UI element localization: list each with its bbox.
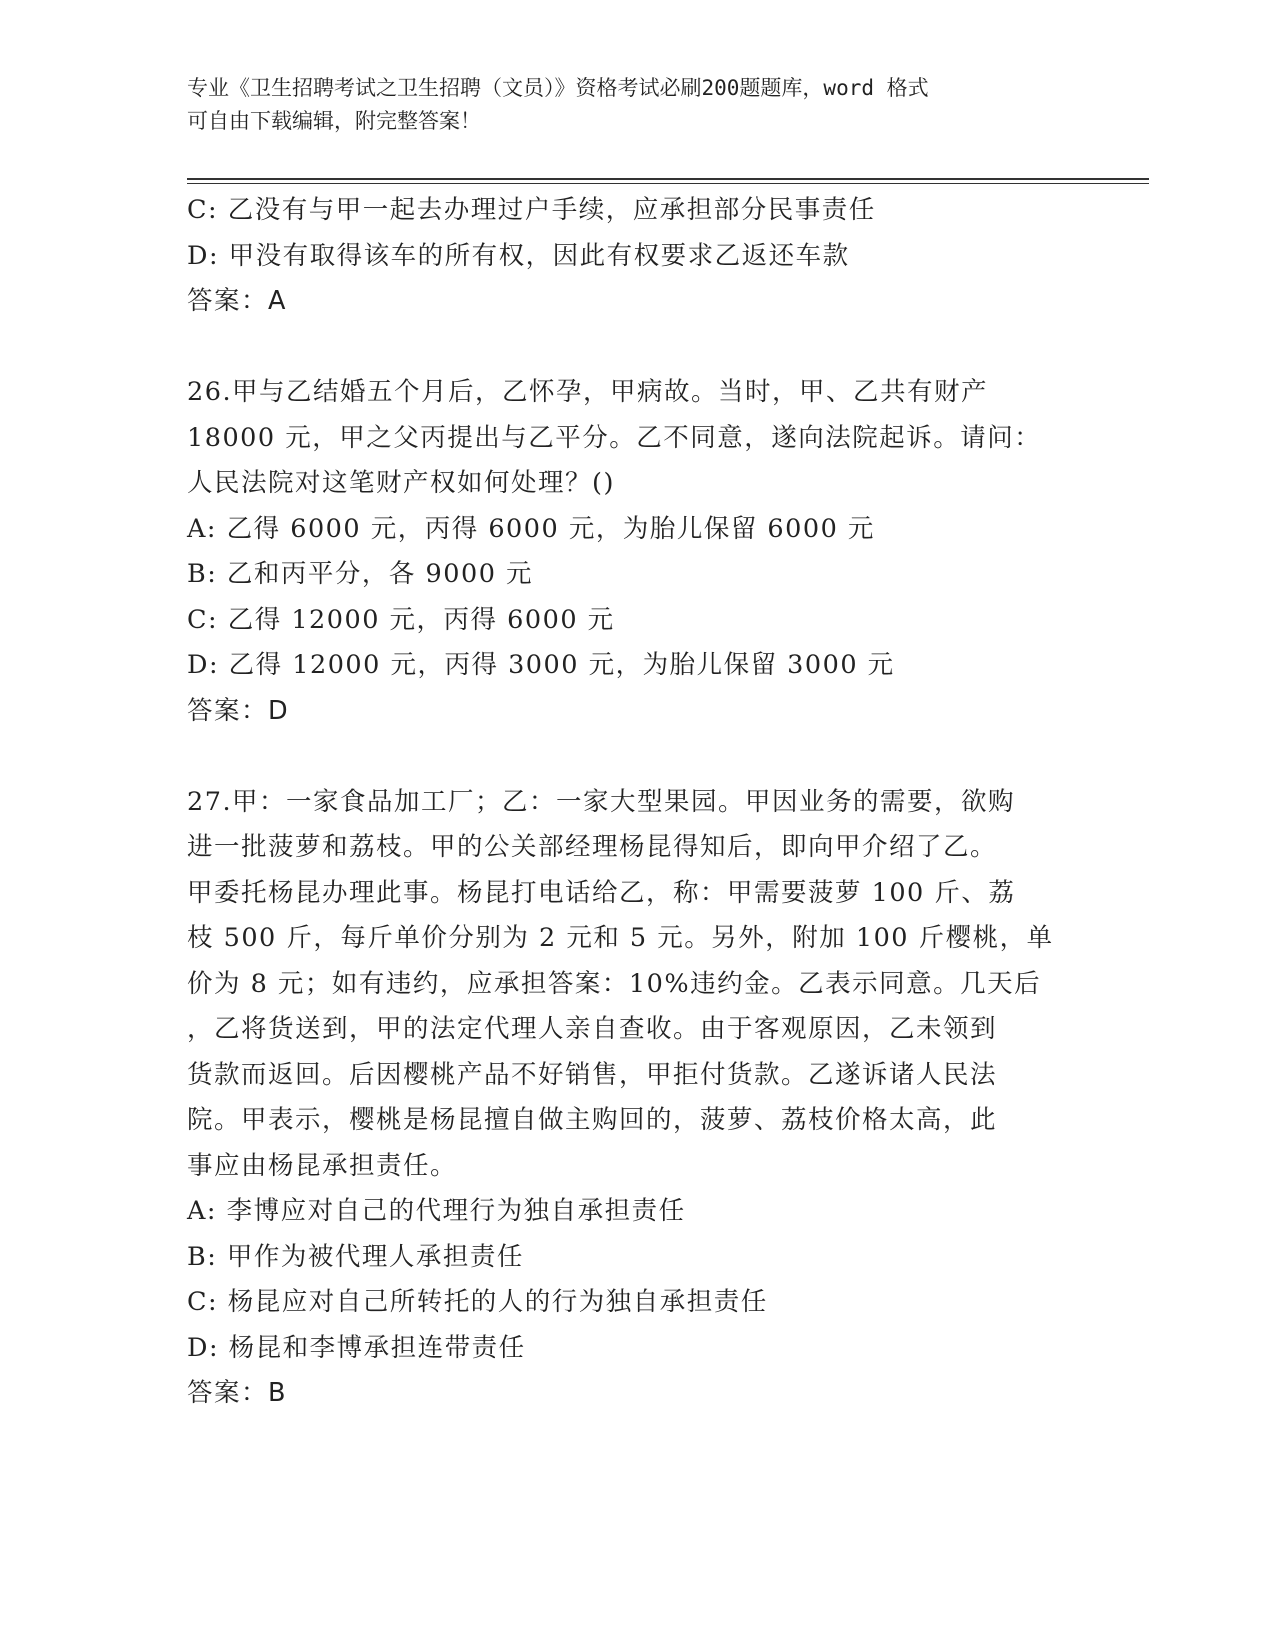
spacer bbox=[187, 734, 1087, 780]
question-stem-line: 院。甲表示，樱桃是杨昆擅自做主购回的，菠萝、荔枝价格太高，此 bbox=[187, 1105, 998, 1135]
question-stem-line: 甲委托杨昆办理此事。杨昆打电话给乙，称：甲需要菠萝 100 斤、荔 bbox=[187, 877, 1016, 908]
option-d: D: 甲没有取得该车的所有权，因此有权要求乙返还车款 bbox=[187, 240, 850, 271]
spacer bbox=[187, 325, 1087, 371]
question-stem-line: 人民法院对这笔财产权如何处理？() bbox=[187, 468, 615, 498]
question-stem-line: 事应由杨昆承担责任。 bbox=[187, 1150, 458, 1181]
header-line-2: 可自由下载编辑，附完整答案！ bbox=[187, 109, 481, 133]
option-c: C: 杨昆应对自己所转托的人的行为独自承担责任 bbox=[187, 1287, 768, 1317]
option-b: B: 甲作为被代理人承担责任 bbox=[187, 1241, 524, 1272]
answer: 答案：D bbox=[187, 695, 290, 726]
option-c: C: 乙得 12000 元，丙得 6000 元 bbox=[187, 604, 615, 635]
option-d: D: 杨昆和李博承担连带责任 bbox=[187, 1332, 526, 1363]
question-stem-line: 27.甲：一家食品加工厂；乙：一家大型果园。甲因业务的需要，欲购 bbox=[187, 786, 1016, 817]
document-body bbox=[187, 188, 1087, 1417]
answer: 答案：B bbox=[187, 1378, 287, 1408]
option-d: D: 乙得 12000 元，丙得 3000 元，为胎儿保留 3000 元 bbox=[187, 650, 895, 680]
question-stem-line: 货款而返回。后因樱桃产品不好销售，甲拒付货款。乙遂诉诸人民法 bbox=[187, 1059, 998, 1090]
option-a: A: 李博应对自己的代理行为独自承担责任 bbox=[187, 1196, 686, 1226]
question-stem-line: 价为 8 元；如有违约，应承担答案：10%违约金。乙表示同意。几天后 bbox=[187, 968, 1042, 999]
question-26 bbox=[187, 370, 1087, 734]
header-rule-thin bbox=[187, 183, 1149, 184]
question-stem-line: 18000 元，甲之父丙提出与乙平分。乙不同意，遂向法院起诉。请问： bbox=[187, 422, 1042, 453]
question-stem-line: 26.甲与乙结婚五个月后，乙怀孕，甲病故。当时，甲、乙共有财产 bbox=[187, 377, 989, 407]
header-rule-thick bbox=[187, 178, 1149, 180]
question-stem-line: 进一批菠萝和荔枝。甲的公关部经理杨昆得知后，即向甲介绍了乙。 bbox=[187, 832, 998, 862]
option-a: A: 乙得 6000 元，丙得 6000 元，为胎儿保留 6000 元 bbox=[187, 513, 875, 544]
prev-question bbox=[187, 188, 1087, 325]
question-stem-line: 枝 500 斤，每斤单价分别为 2 元和 5 元。另外，附加 100 斤樱桃，单 bbox=[187, 923, 1054, 953]
option-b: B: 乙和丙平分，各 9000 元 bbox=[187, 559, 534, 589]
document-header bbox=[187, 72, 1067, 138]
question-27 bbox=[187, 780, 1087, 1417]
question-stem-line: ，乙将货送到，甲的法定代理人亲自查收。由于客观原因，乙未领到 bbox=[187, 1014, 998, 1044]
option-c: C: 乙没有与甲一起去办理过户手续，应承担部分民事责任 bbox=[187, 195, 876, 225]
answer: 答案：A bbox=[187, 286, 287, 316]
header-line-1: 专业《卫生招聘考试之卫生招聘（文员）》资格考试必刷200题题库，word 格式 bbox=[187, 76, 929, 100]
